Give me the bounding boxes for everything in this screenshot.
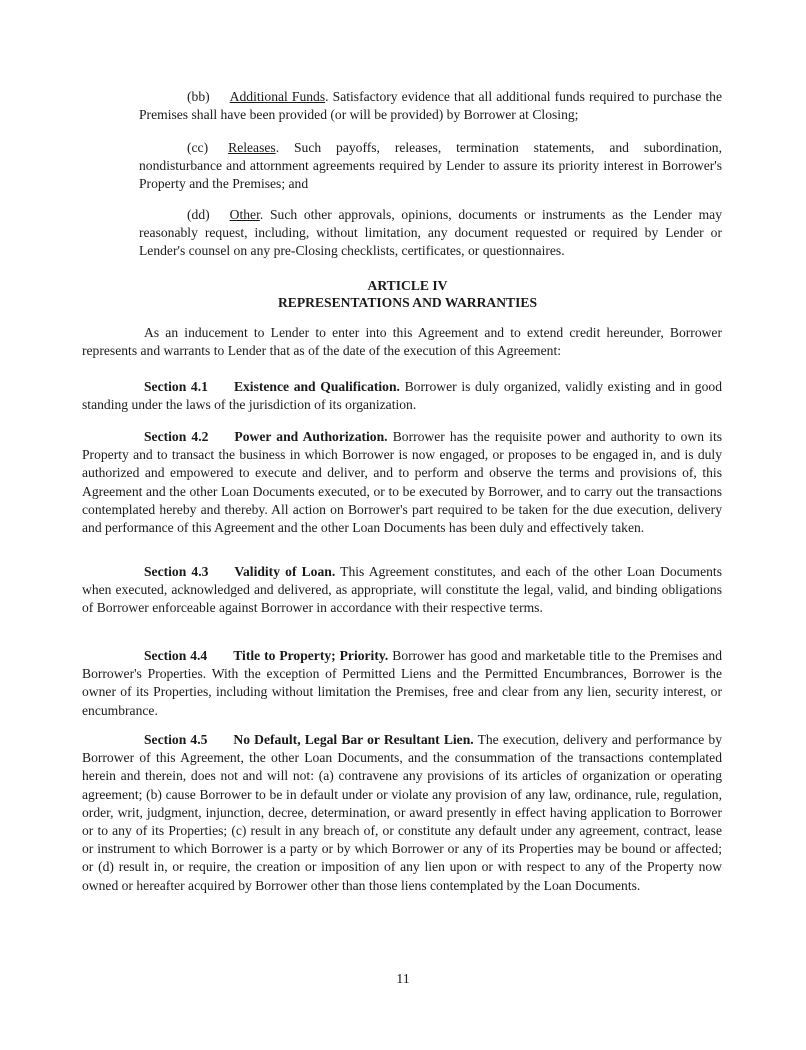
item-label: (bb): [187, 89, 210, 104]
item-title: Other: [229, 207, 260, 222]
section-4-5: [82, 731, 722, 895]
item-bb: (bb) Additional Funds. Satisfactory evidence that all additional funds required to purchase the Premises shall have been provided (or will be provided) by Borrower at Closing;: [139, 89, 723, 123]
section-title: Existence and Qualification.: [233, 379, 400, 394]
section-number: Section 4.2: [144, 429, 209, 444]
section-title: Power and Authorization.: [234, 429, 388, 444]
section-4-1: [82, 378, 722, 414]
section-4-2: [82, 428, 722, 537]
item-title: Releases: [228, 140, 276, 155]
item-dd: (dd) Other. Such other approvals, opinions, documents or instruments as the Lender may reasonably request, including, without limitation, any document requested or required by Lender or Lender's counsel on any pre-Closing checklists, certificates, or questionnaires.: [139, 207, 723, 259]
section-text: Borrower has good and marketable title to the Premises and Borrower's Properties. With the exception of Permitted Liens and the Permitted Encumbrances, Borrower is the owner of its Properties, including without limitation the Premises, free and clear from any lien, security interest, or encumbrance.: [82, 648, 723, 718]
item-label: (dd): [187, 207, 210, 222]
section-number: Section 4.1: [144, 379, 208, 394]
item-text: Such other approvals, opinions, documents or instruments as the Lender may reasonably request, including, without limitation, any document requested or required by Lender or Lender's counsel on any pre-Closing checklists, certificates, or questionnaires.: [139, 207, 723, 259]
item-text: Such payoffs, releases, termination statements, and subordination, nondisturbance and attornment agreements required by Lender to assure its priority interest in Borrower's Property and the Premises; and: [139, 140, 722, 192]
article-title: REPRESENTATIONS AND WARRANTIES: [277, 295, 538, 310]
article-number: ARTICLE IV: [367, 278, 448, 293]
section-number: Section 4.3: [144, 564, 209, 579]
section-number: Section 4.4: [144, 648, 208, 663]
page-number: 11: [396, 972, 410, 987]
section-4-3: [82, 563, 722, 618]
section-text: Borrower has the requisite power and authority to own its Property and to transact the business in which Borrower is now engaged, or proposes to be engaged in, and is duly authorized and empowered to execute and deliver, and to perform and observe the terms and provisions of, this Agreement and the other Loan Documents executed, or to be executed by Borrower, and to carry out the transactions contemplated hereby and thereby. All action on Borrower's part required to be taken for the due execution, delivery and performance of this Agreement and the other Loan Documents has been duly and effectively taken.: [82, 429, 723, 536]
section-title: No Default, Legal Bar or Resultant Lien.: [233, 732, 474, 747]
item-text: Satisfactory evidence that all additional funds required to purchase the Premises shall have been provided (or will be provided) by Borrower at Closing;: [139, 89, 723, 123]
section-text: The execution, delivery and performance by Borrower of this Agreement, the other Loan Documents, and the consummation of the transactions contemplated herein and therein, does not and will not: (a) contravene any provisions of its articles of organization or operating agreement; (b) cause Borrower to be in default under or violate any provision of any law, ordinance, rule, regulation, order, writ, judgment, injunction, decree, determination, or award presently in effect having application to Borrower or to any of its Properties; (c) result in any breach of, or constitute any default under any agreement, contract, lease or instrument to which Borrower is a party or by which Borrower or any of its Properties may be bound or affected; or (d) result in, or require, the creation or imposition of any lien upon or with respect to any of the Property now owned or hereafter acquired by Borrower other than those liens contemplated by the Loan Documents.: [82, 732, 723, 893]
item-cc: (cc) Releases. Such payoffs, releases, termination statements, and subordination, nondisturbance and attornment agreements required by Lender to assure its priority interest in Borrower's Property and the Premises; and: [139, 140, 722, 192]
section-text: This Agreement constitutes, and each of the other Loan Documents when executed, acknowledged and delivered, as appropriate, will constitute the legal, valid, and binding obligations of Borrower enforceable against Borrower in accordance with their respective terms.: [82, 564, 722, 616]
section-4-4: [82, 647, 722, 720]
section-title: Validity of Loan.: [234, 564, 336, 579]
section-text: Borrower is duly organized, validly existing and in good standing under the laws of the jurisdiction of its organization.: [82, 379, 722, 413]
item-title: Additional Funds: [229, 89, 326, 104]
article-intro: [82, 324, 722, 360]
section-title: Title to Property; Priority.: [233, 648, 389, 663]
intro-text: As an inducement to Lender to enter into this Agreement and to extend credit hereunder, Borrower represents and warrants to Lender that as of the date of the execution of this Agreement:: [82, 325, 722, 359]
item-label: (cc): [187, 140, 209, 155]
section-number: Section 4.5: [144, 732, 208, 747]
